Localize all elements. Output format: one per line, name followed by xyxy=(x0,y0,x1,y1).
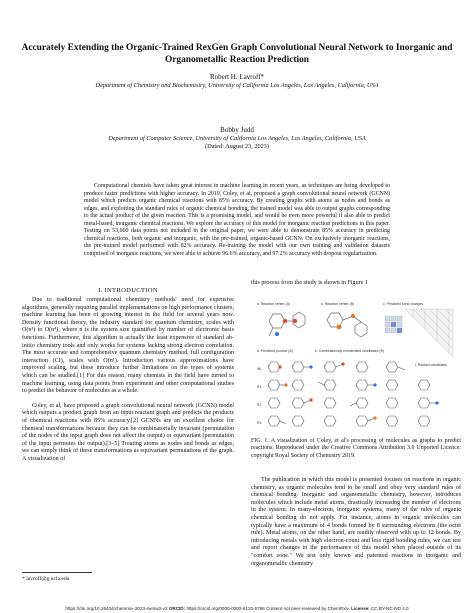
row-r2-molecules xyxy=(268,398,437,408)
row-label-r3: R3 xyxy=(257,421,262,425)
row-label-r2: R2 xyxy=(257,403,262,407)
chemrxiv-footer xyxy=(0,604,474,613)
intro-paragraph-2: Coley, et al, have proposed a graph convolutional neural network (GCNN) model which outputs a product graph from an input reactant graph and predicts the products of chemical reactions with 85% accuracy.[2] GCNNs are an excellent choice for chemical transformations because they can be combinatorially invariant (permutation of the nodes of the input graph does not affect the output) or equivariant (permutation of the input permutes the output).[3–5] Treating atoms as nodes and bonds as edges, we can simply think of these transformations as equivariant permutations of the graph. A visualization of xyxy=(22,402,234,462)
license-value[interactable]: CC BY-NC-ND 4.0 xyxy=(371,606,409,611)
right-column-body xyxy=(251,477,461,568)
footnote-email: * lavroff@g.ucla.edu xyxy=(22,576,70,582)
right-paragraph-1: The publication in which this model is presented focuses on reactions in organic chemistry, as organic molecules tend to be small and obey very standard rules of chemical bonding. Inorganic and organometallic chemistry, however, introduces molecules which include metal atoms, drastically increasing the number of electrons in the system. In many-electron, inorganic systems, many of the rules of organic chemical bonding do not apply. For instance, atoms in organic molecules can typically have a maximum of 4 bonds formed by 8 surrounding electrons (the octet rule). Metal atoms, on the other hand, are readily observed with up to 12 bonds. By introducing metals with high electron-count and less rigid bonding rules, we can test and report changes in the performance of this model when placed outside of its "comfort zone." We test only known and patented reactions in inorganic and organometallic chemistry xyxy=(251,477,461,567)
right-column-top xyxy=(251,280,461,288)
author-affiliation-2: Department of Computer Science, University of California Los Angeles, Los Angeles, California, USA xyxy=(108,135,366,142)
panel-d-label: d. Predicted product (A) xyxy=(257,349,293,353)
peer-review-notice: Content not peer-reviewed by ChemRxiv. xyxy=(266,606,350,611)
row-label-r1: R1 xyxy=(257,385,262,389)
paper-title: Accurately Extending the Organic-Trained RexGen Graph Convolutional Neural Network to Inorganic and Organometallic Reaction Prediction xyxy=(21,43,453,65)
row-r3-molecules xyxy=(268,416,430,426)
candidate-molecules xyxy=(268,362,437,426)
author-name-1: Robert H. Lavroff* xyxy=(209,73,265,81)
left-column xyxy=(22,297,234,463)
panel-b-highlights xyxy=(337,314,356,330)
panel-c-bond-matrix xyxy=(405,309,453,357)
panel-a-highlights xyxy=(275,319,297,336)
panel-c-label: c. Predicted bond changes xyxy=(383,302,424,306)
row-label-wl: WL xyxy=(257,367,263,371)
abstract: Computational chemists have taken great interest in machine learning in recent years, as techniques are being developed to produce faster predictions with higher accuracy. In 2019, Coley, et al, proposed a graph convolutional neural network (GCNN) model which predicts organic chemical reactions with 85% accuracy. By creating graphs with atoms as nodes and bonds as edges, and exploiting the standard rules of organic chemical bonding, the trained model was able to output graphs corresponding to the actual product of the given reaction. This is a promising model, and would be even more powerful if also able to predict metal-based, inorganic chemical reactions. We explore the accuracy of this model for inorganic reaction predictions in this paper. Testing on 53,000 data points not included in the original paper, we were able to demonstrate 85% accuracy in predicting chemical reactions, both organic and inorganic, with the pre-trained, organic-based GCNN. On exclusively inorganic reactions, the pre-trained model performed with 82% accuracy. Re-training the model with our own training and validation datasets comprised of inorganic reactions, we were able to achieve 96.6% accuracy, and 97.2% accuracy with dropout regularization. xyxy=(84,183,390,257)
date-line: (Dated: August 23, 2023) xyxy=(204,143,269,150)
author-name-2: Bobby Judd xyxy=(220,126,254,134)
panel-a-label: a. Reaction center (A) xyxy=(257,302,290,306)
orcid-link[interactable]: https://orcid.org/0000-0002-6133-5766 xyxy=(186,606,265,611)
footnote-rule xyxy=(22,572,92,573)
license-label: License: xyxy=(351,606,370,611)
panel-e-label: e. Combinatorially enumerated candidates (B) xyxy=(315,349,384,353)
figure-caption: FIG. 1. A visualization of Coley, et al's processing of molecules as graphs to predict reactions. Reproduced under the Creative Commons Attribution 3.0 Unported Licence: copyright Royal Society of Chemistry 2019. xyxy=(251,438,461,459)
panel-a-molecule xyxy=(269,312,305,336)
doi-link[interactable]: https://doi.org/10.26434/chemrxiv-2023-rwmw2-v2 xyxy=(65,606,168,611)
figure-1 xyxy=(255,300,457,434)
orcid-label: ORCID: xyxy=(168,606,186,611)
panel-f-label: f. Ranked candidates xyxy=(415,363,447,367)
row-r1-molecules xyxy=(268,380,430,390)
intro-paragraph-1: Due to traditional computational chemistry methods' need for expensive algorithms, generally requiring parallel implementations on high performance clusters, machine learning has been of growing interest in the field for several years now. Density functional theory, the industry standard for quantum chemistry, scales with O(n³) to O(n⁴), where n is the system size quantified by number of electronic basis functions. Furthermore, this algorithm is actually the least expensive of standard ab-initio chemistry tools and only works for systems lacking strong electron correlation. The most accurate and comprehensive quantum chemistry method, full configuration interaction (CI), scales with O(n!). Introduction various approximations have improved scaling, but these introduce further limitations on the types of systems which can be studied.[1] For this reason, many chemists in the field have turned to machine learning, using data points from experiment and other computational studies to predict the behavior of molecules as a whole. xyxy=(22,297,234,395)
section-heading: I. INTRODUCTION xyxy=(98,287,158,294)
panel-c-candidate-grid xyxy=(385,316,402,333)
figure-intro-line: this process from the study is shown in Figure 1 xyxy=(251,280,368,286)
panel-b-molecule xyxy=(327,313,367,337)
panel-b-label: b. Reaction center (B) xyxy=(321,302,354,306)
author-affiliation-1: Department of Chemistry and Biochemistry, University of California Los Angeles, Los Angeles, California, USA xyxy=(95,82,379,89)
row-wl-molecules xyxy=(268,362,405,372)
